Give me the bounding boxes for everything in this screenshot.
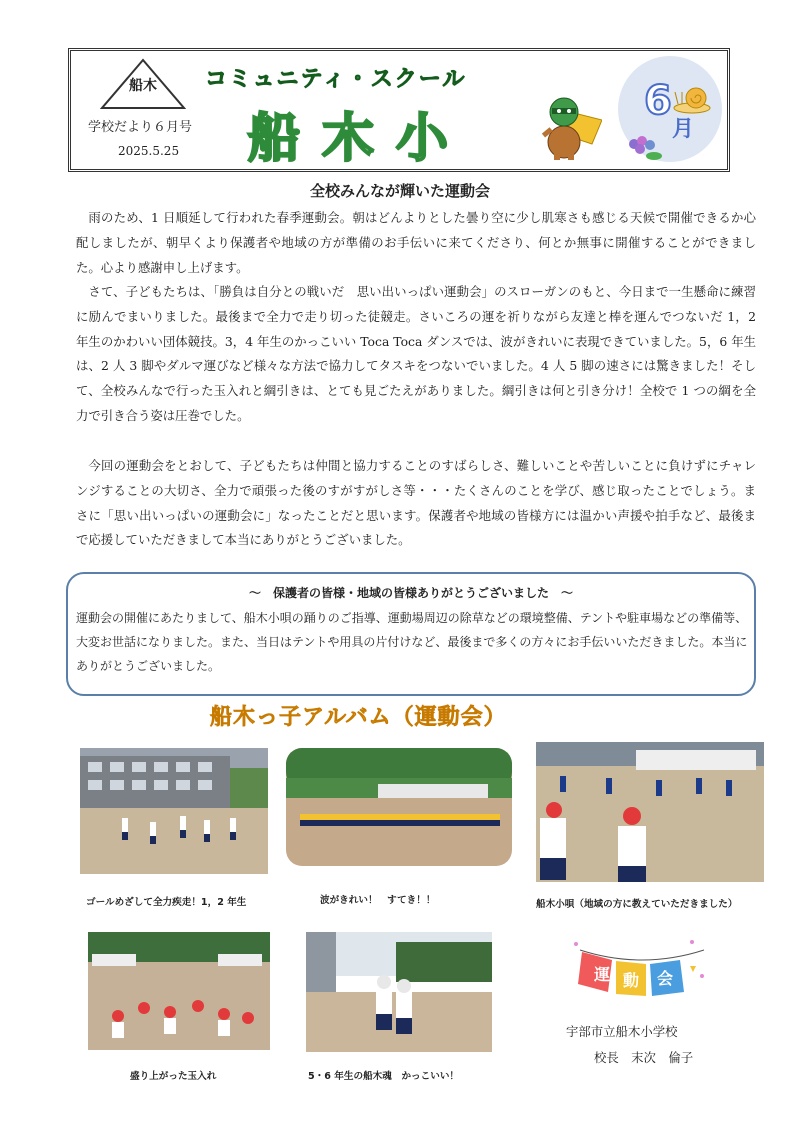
caption-1: ゴールめざして全力疾走！1，2 年生	[86, 897, 247, 908]
footer-school: 宇部市立船木小学校	[566, 1024, 678, 1039]
school-logo	[100, 56, 186, 112]
photo-funaki-damashii	[306, 932, 492, 1052]
photo-funaki-kouta	[536, 742, 764, 882]
caption-2: 波がきれい！ すてき！！	[320, 895, 436, 906]
thanks-body: 運動会の開催にあたりまして、船木小唄の踊りのご指導、運動場周辺の除草などの環境整備、テントや駐車場などの準備等、大変お世話になりました。また、当日はテントや用具の片付けなど、最後まで多くの方々にお手伝いいただきました。本当にありがとうございました。	[76, 611, 748, 673]
caption-5: 5・6 年生の船木魂 かっこいい！	[308, 1071, 460, 1082]
article-paragraph-2: さて、子どもたちは、「勝負は自分との戦いだ 思い出いっぱい運動会」のスローガンのもと、今日まで一生懸命に練習に励んでまいりました。最後まで全力で走り切った徒競走。さいころの運を祈りながら友達と棒を運んでつないだ 1，2 年生のかわいい団体競技。3，4 年生のかっこいい Toca Toca ダンスでは、波がきれいに表現できていました。5，6 年生は、2 人 3 脚やダルマ運びなど様々な方法で協力してタスキをつないでいました。4 人 5 脚の速さには驚きました！そして、全校みんなで行った玉入れと綱引きは、とても見ごたえがありました。綱引きは何と引き分け！全校で 1 つの綱を全力で引き合う姿は圧巻でした。	[76, 284, 756, 423]
caption-4: 盛り上がった玉入れ	[130, 1071, 217, 1082]
banner-char-3: 会	[657, 969, 674, 988]
series-title: コミュニティ・スクール	[205, 67, 467, 92]
undoukai-banner-illustration	[572, 936, 712, 1006]
banner-char-1: 運	[594, 965, 611, 984]
month-number: 6	[644, 78, 672, 124]
caption-3: 船木小唄（地域の方に教えていただきました）	[536, 899, 738, 910]
thanks-title: ～ 保護者の皆様・地域の皆様ありがとうございました ～	[248, 586, 573, 600]
logo-text: 船木	[129, 78, 157, 94]
photo-dance	[286, 748, 512, 866]
snail-icon	[672, 84, 714, 114]
footer-principal: 校長 末次 倫子	[594, 1050, 694, 1065]
banner-char-2: 動	[623, 971, 640, 990]
school-name-title: 船木小	[248, 109, 471, 169]
article-paragraph-1: 雨のため、1 日順延して行われた春季運動会。朝はどんよりとした曇り空に少し肌寒さも感じる天候で開催できるか心配しましたが、朝早くより保護者や地域の方が準備のお手伝いに来てくださり、何とか無事に開催することができました。心より感謝申し上げます。	[76, 210, 756, 275]
article-paragraph-3: 今回の運動会をとおして、子どもたちは仲間と協力することのすばらしさ、難しいことや苦しいことに負けずにチャレンジすることの大切さ、全力で頑張った後のすがすがしさ等・・・たくさんのことを学び、感じ取ったことでしょう。まさに「思い出いっぱいの運動会に」なったことだと思います。保護者や地域の皆様方には温かい声援や拍手など、最後まで応援していただきまして本当にありがとうございました。	[76, 458, 756, 548]
photo-race	[80, 748, 268, 874]
album-title: 船木っ子アルバム（運動会）	[210, 705, 507, 730]
issue-label: 学校だより６月号	[88, 120, 193, 135]
mascot-illustration	[540, 94, 602, 160]
article-title: 全校みんなが輝いた運動会	[309, 182, 490, 200]
photo-tamaire	[88, 932, 270, 1050]
hydrangea-icon	[624, 132, 664, 162]
issue-date: 2025.5.25	[118, 144, 180, 158]
month-kanji: 月	[672, 117, 695, 142]
